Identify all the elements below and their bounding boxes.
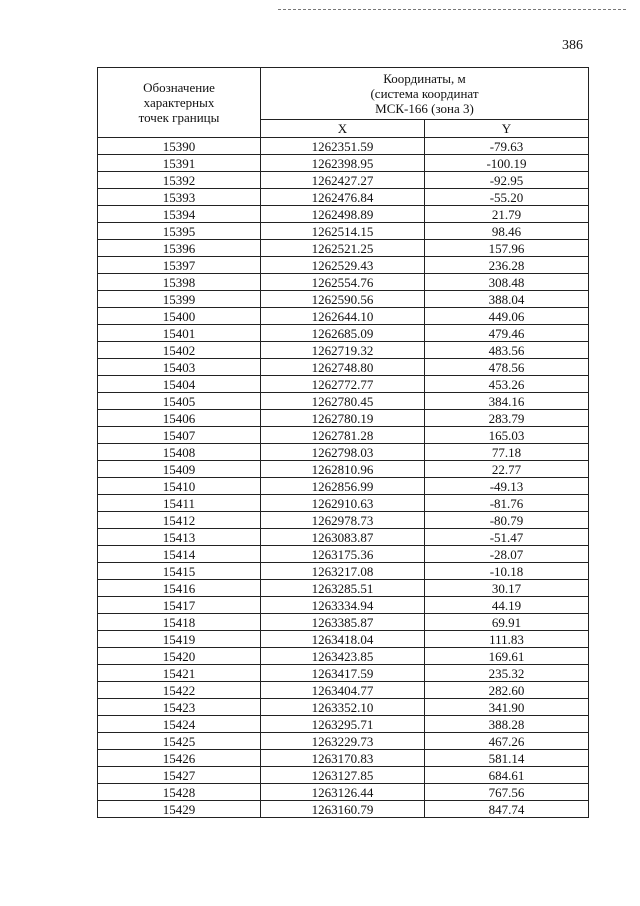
x-cell: 1262781.28 (261, 427, 425, 444)
y-cell: 98.46 (425, 223, 589, 240)
x-cell: 1262398.95 (261, 155, 425, 172)
x-cell: 1263127.85 (261, 767, 425, 784)
y-cell: -100.19 (425, 155, 589, 172)
header-point-line-3: точек границы (138, 110, 220, 125)
y-cell: 483.56 (425, 342, 589, 359)
table-row (98, 801, 589, 818)
table-row (98, 393, 589, 410)
table-row (98, 427, 589, 444)
x-cell: 1263285.51 (261, 580, 425, 597)
y-cell: 767.56 (425, 784, 589, 801)
x-cell: 1263295.71 (261, 716, 425, 733)
top-dashed-line (278, 9, 626, 10)
point-cell: 15417 (98, 597, 261, 614)
y-cell: -80.79 (425, 512, 589, 529)
y-cell: 384.16 (425, 393, 589, 410)
y-cell: -10.18 (425, 563, 589, 580)
header-point-line-2: характерных (143, 95, 215, 110)
point-cell: 15405 (98, 393, 261, 410)
point-cell: 15423 (98, 699, 261, 716)
header-coords-line-3: МСК-166 (зона 3) (375, 101, 474, 116)
y-cell: 235.32 (425, 665, 589, 682)
header-point-designation (98, 68, 261, 138)
point-cell: 15421 (98, 665, 261, 682)
point-cell: 15414 (98, 546, 261, 563)
point-cell: 15390 (98, 138, 261, 155)
point-cell: 15402 (98, 342, 261, 359)
table-row (98, 495, 589, 512)
y-cell: -81.76 (425, 495, 589, 512)
x-cell: 1263217.08 (261, 563, 425, 580)
point-cell: 15411 (98, 495, 261, 512)
table-body (98, 138, 589, 818)
point-cell: 15397 (98, 257, 261, 274)
x-cell: 1263385.87 (261, 614, 425, 631)
point-cell: 15419 (98, 631, 261, 648)
y-cell: 22.77 (425, 461, 589, 478)
point-cell: 15407 (98, 427, 261, 444)
table-row (98, 512, 589, 529)
x-cell: 1263334.94 (261, 597, 425, 614)
point-cell: 15406 (98, 410, 261, 427)
y-cell: -49.13 (425, 478, 589, 495)
point-cell: 15426 (98, 750, 261, 767)
point-cell: 15399 (98, 291, 261, 308)
table-row (98, 682, 589, 699)
table-row (98, 274, 589, 291)
table-row (98, 410, 589, 427)
header-row (98, 68, 589, 120)
header-coordinates (261, 68, 589, 120)
x-cell: 1262427.27 (261, 172, 425, 189)
point-cell: 15422 (98, 682, 261, 699)
table-row (98, 631, 589, 648)
point-cell: 15412 (98, 512, 261, 529)
table-row (98, 325, 589, 342)
y-cell: 30.17 (425, 580, 589, 597)
y-cell: 388.04 (425, 291, 589, 308)
table-row (98, 308, 589, 325)
x-cell: 1263126.44 (261, 784, 425, 801)
table-row (98, 223, 589, 240)
table-row (98, 206, 589, 223)
table-row (98, 563, 589, 580)
y-cell: 467.26 (425, 733, 589, 750)
point-cell: 15395 (98, 223, 261, 240)
y-cell: 157.96 (425, 240, 589, 257)
table-row (98, 189, 589, 206)
y-cell: 341.90 (425, 699, 589, 716)
table-row (98, 750, 589, 767)
x-cell: 1262685.09 (261, 325, 425, 342)
y-cell: -92.95 (425, 172, 589, 189)
x-cell: 1262810.96 (261, 461, 425, 478)
y-cell: 479.46 (425, 325, 589, 342)
table-row (98, 359, 589, 376)
point-cell: 15404 (98, 376, 261, 393)
y-cell: -51.47 (425, 529, 589, 546)
y-cell: 169.61 (425, 648, 589, 665)
point-cell: 15403 (98, 359, 261, 376)
point-cell: 15391 (98, 155, 261, 172)
table-row (98, 648, 589, 665)
table-row (98, 784, 589, 801)
point-cell: 15413 (98, 529, 261, 546)
x-cell: 1262978.73 (261, 512, 425, 529)
header-y: Y (425, 120, 589, 138)
x-cell: 1262798.03 (261, 444, 425, 461)
table-row (98, 257, 589, 274)
y-cell: 388.28 (425, 716, 589, 733)
table-row (98, 172, 589, 189)
x-cell: 1262644.10 (261, 308, 425, 325)
table-row (98, 580, 589, 597)
point-cell: 15410 (98, 478, 261, 495)
table-row (98, 376, 589, 393)
table-row (98, 699, 589, 716)
table-row (98, 529, 589, 546)
y-cell: 581.14 (425, 750, 589, 767)
point-cell: 15428 (98, 784, 261, 801)
y-cell: -79.63 (425, 138, 589, 155)
table-row (98, 767, 589, 784)
x-cell: 1262772.77 (261, 376, 425, 393)
x-cell: 1262498.89 (261, 206, 425, 223)
point-cell: 15418 (98, 614, 261, 631)
x-cell: 1262529.43 (261, 257, 425, 274)
x-cell: 1263423.85 (261, 648, 425, 665)
point-cell: 15401 (98, 325, 261, 342)
x-cell: 1262748.80 (261, 359, 425, 376)
table-row (98, 155, 589, 172)
point-cell: 15400 (98, 308, 261, 325)
y-cell: 44.19 (425, 597, 589, 614)
y-cell: 478.56 (425, 359, 589, 376)
table-row (98, 461, 589, 478)
page-number: 386 (562, 38, 583, 53)
x-cell: 1263418.04 (261, 631, 425, 648)
table-row (98, 444, 589, 461)
y-cell: 77.18 (425, 444, 589, 461)
point-cell: 15420 (98, 648, 261, 665)
y-cell: 165.03 (425, 427, 589, 444)
x-cell: 1262780.19 (261, 410, 425, 427)
point-cell: 15394 (98, 206, 261, 223)
x-cell: 1263352.10 (261, 699, 425, 716)
point-cell: 15408 (98, 444, 261, 461)
y-cell: -28.07 (425, 546, 589, 563)
x-cell: 1263083.87 (261, 529, 425, 546)
coordinates-table (97, 67, 589, 818)
x-cell: 1262554.76 (261, 274, 425, 291)
y-cell: -55.20 (425, 189, 589, 206)
y-cell: 21.79 (425, 206, 589, 223)
x-cell: 1262351.59 (261, 138, 425, 155)
x-cell: 1263175.36 (261, 546, 425, 563)
x-cell: 1263170.83 (261, 750, 425, 767)
y-cell: 69.91 (425, 614, 589, 631)
table-row (98, 614, 589, 631)
table-row (98, 291, 589, 308)
x-cell: 1262514.15 (261, 223, 425, 240)
x-cell: 1262521.25 (261, 240, 425, 257)
table-row (98, 665, 589, 682)
x-cell: 1263417.59 (261, 665, 425, 682)
y-cell: 282.60 (425, 682, 589, 699)
x-cell: 1262856.99 (261, 478, 425, 495)
y-cell: 283.79 (425, 410, 589, 427)
table-row (98, 546, 589, 563)
point-cell: 15427 (98, 767, 261, 784)
point-cell: 15409 (98, 461, 261, 478)
y-cell: 684.61 (425, 767, 589, 784)
y-cell: 449.06 (425, 308, 589, 325)
point-cell: 15415 (98, 563, 261, 580)
point-cell: 15429 (98, 801, 261, 818)
point-cell: 15416 (98, 580, 261, 597)
point-cell: 15398 (98, 274, 261, 291)
point-cell: 15393 (98, 189, 261, 206)
point-cell: 15396 (98, 240, 261, 257)
point-cell: 15425 (98, 733, 261, 750)
x-cell: 1262590.56 (261, 291, 425, 308)
x-cell: 1263160.79 (261, 801, 425, 818)
y-cell: 847.74 (425, 801, 589, 818)
y-cell: 453.26 (425, 376, 589, 393)
header-x: X (261, 120, 425, 138)
table-row (98, 597, 589, 614)
header-point-line-1: Обозначение (143, 80, 215, 95)
x-cell: 1262719.32 (261, 342, 425, 359)
point-cell: 15392 (98, 172, 261, 189)
table-row (98, 733, 589, 750)
x-cell: 1263404.77 (261, 682, 425, 699)
x-cell: 1263229.73 (261, 733, 425, 750)
x-cell: 1262476.84 (261, 189, 425, 206)
y-cell: 111.83 (425, 631, 589, 648)
x-cell: 1262780.45 (261, 393, 425, 410)
y-cell: 236.28 (425, 257, 589, 274)
table-row (98, 716, 589, 733)
table-row (98, 138, 589, 155)
table-row (98, 240, 589, 257)
header-coords-line-1: Координаты, м (383, 71, 466, 86)
table-row (98, 478, 589, 495)
x-cell: 1262910.63 (261, 495, 425, 512)
header-coords-line-2: (система координат (370, 86, 479, 101)
y-cell: 308.48 (425, 274, 589, 291)
table-row (98, 342, 589, 359)
point-cell: 15424 (98, 716, 261, 733)
